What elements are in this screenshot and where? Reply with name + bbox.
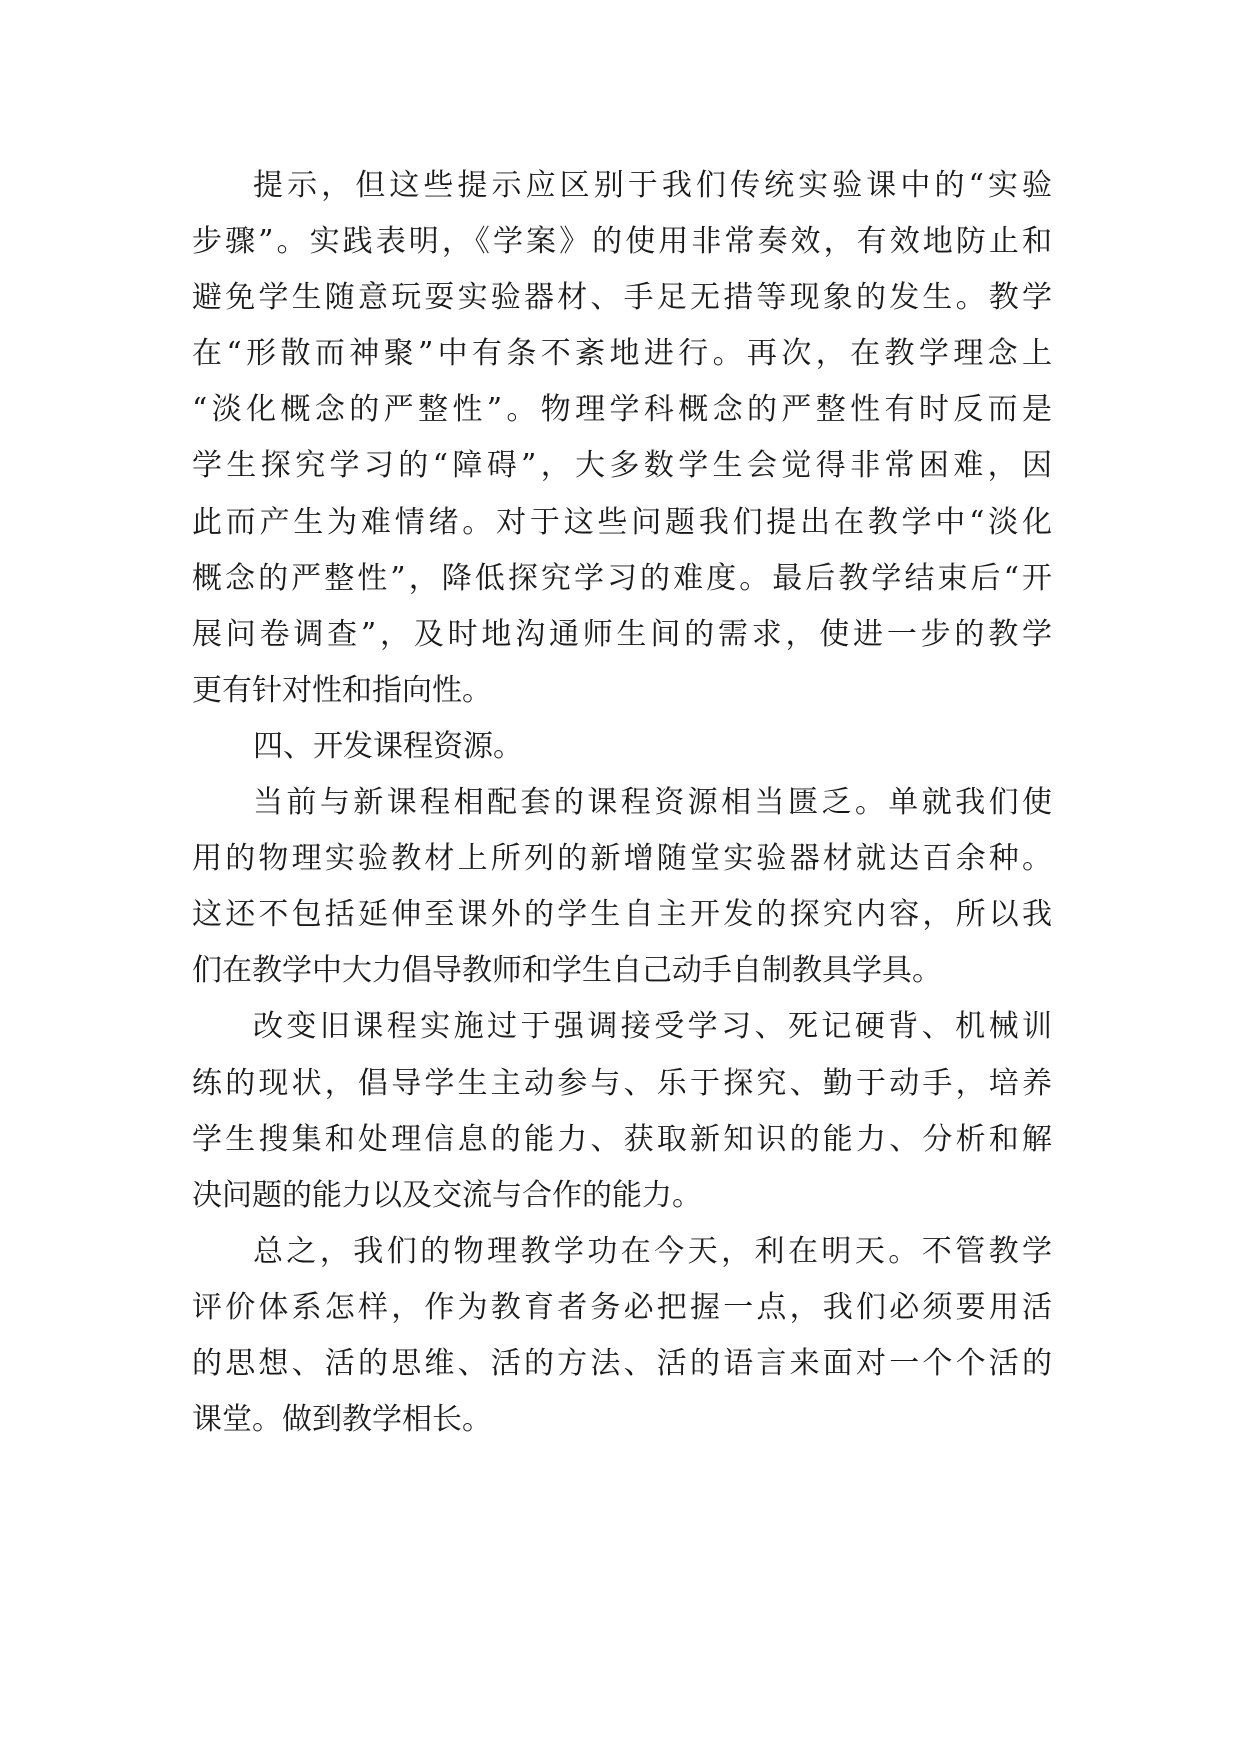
- text-line: 用的物理实验教材上所列的新增随堂实验器材就达百余种。: [192, 841, 1052, 877]
- text-line: 概念的严整性”，降低探究学习的难度。最后教学结束后“开: [192, 560, 1052, 596]
- text-line: 决问题的能力以及交流与合作的能力。: [192, 1177, 702, 1213]
- text-line: 这还不包括延伸至课外的学生自主开发的探究内容，所以我: [192, 897, 1052, 933]
- text-line: 此而产生为难情绪。对于这些问题我们提出在教学中“淡化: [192, 504, 1052, 540]
- section-heading: 四、开发课程资源。: [253, 728, 523, 764]
- text-line: 避免学生随意玩耍实验器材、手足无措等现象的发生。教学: [192, 280, 1052, 316]
- text-line: 改变旧课程实施过于强调接受学习、死记硬背、机械训: [253, 1009, 1052, 1045]
- text-line: 们在教学中大力倡导教师和学生自己动手自制教具学具。: [192, 953, 942, 989]
- text-line: 练的现状，倡导学生主动参与、乐于探究、勤于动手，培养: [192, 1065, 1052, 1101]
- text-line: “淡化概念的严整性”。物理学科概念的严整性有时反而是: [192, 392, 1052, 428]
- text-line: 学生搜集和处理信息的能力、获取新知识的能力、分析和解: [192, 1121, 1052, 1157]
- text-line: 更有针对性和指向性。: [192, 672, 492, 708]
- document-body: [192, 158, 1052, 1448]
- text-line: 步骤”。实践表明，《学案》的使用非常奏效，有效地防止和: [192, 224, 1052, 260]
- text-line: 评价体系怎样，作为教育者务必把握一点，我们必须要用活: [192, 1289, 1052, 1325]
- text-line: 课堂。做到教学相长。: [192, 1402, 492, 1438]
- text-line: 提示，但这些提示应区别于我们传统实验课中的“实验: [253, 168, 1052, 203]
- text-line: 在“形散而神聚”中有条不紊地进行。再次，在教学理念上: [192, 336, 1052, 372]
- text-line: 的思想、活的思维、活的方法、活的语言来面对一个个活的: [192, 1345, 1052, 1381]
- text-line: 展问卷调查”，及时地沟通师生间的需求，使进一步的教学: [192, 616, 1052, 652]
- text-line: 学生探究学习的“障碍”，大多数学生会觉得非常困难，因: [192, 448, 1052, 484]
- text-line: 总之，我们的物理教学功在今天，利在明天。不管教学: [253, 1233, 1052, 1269]
- text-line: 当前与新课程相配套的课程资源相当匮乏。单就我们使: [253, 785, 1052, 821]
